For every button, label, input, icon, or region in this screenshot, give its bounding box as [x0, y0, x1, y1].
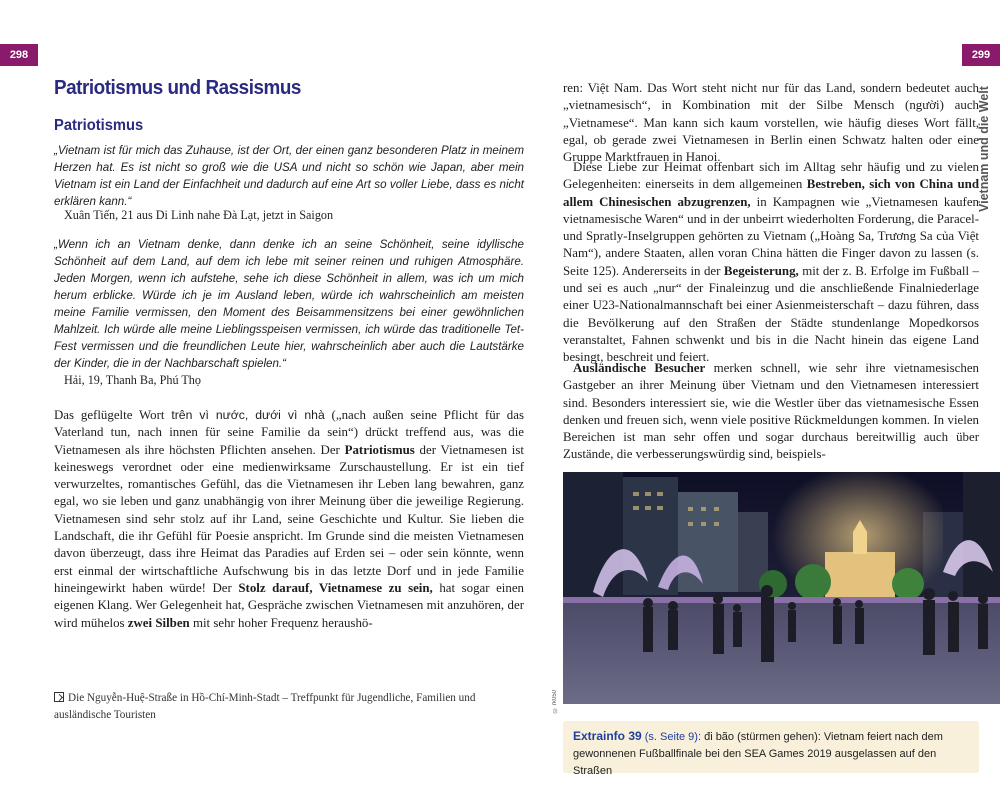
quote-1-attribution: Xuân Tiến, 21 aus Di Linh nahe Đà Lạt, jetzt in Saigon [64, 208, 334, 222]
section-heading: Patriotismus [54, 117, 144, 134]
extrainfo-text: đi bão (stürmen gehen): Vietnam feiert nach dem gewonnenen Fußballfinale bei den SEA Games 2019 ausgelassen auf den Straßen [573, 731, 943, 777]
extrainfo-box [563, 721, 979, 777]
extrainfo-page-ref[interactable]: (s. Seite 9): [644, 731, 702, 743]
photo-caption: Die Nguyễn-Huệ-Straße in Hồ-Chí-Minh-Stadt – Treffpunkt für Jugendliche, Familien und ausländische Touristen [54, 692, 476, 721]
photo-reference-icon [54, 692, 64, 702]
extrainfo-label: Extrainfo 39 [573, 729, 642, 743]
quote-2: „Wenn ich an Vietnam denke, dann denke ich an seine Schönheit, seine idyllische Schönheit auf dem Land, auf dem ich lebe mit seiner reinen und ruhigen Atmosphäre. Jeden Morgen, wenn ich aufstehe, sehe ich diese Schönheit in allem, was ich um mich herum erblicke. Würde ich je im Ausland leben, würde ich wahrscheinlich am meisten meine Familie vermissen, den Moment des Beisammensitzens bei einer gewöhnlichen Mahlzeit. Ich würde alle meine Lieblingsspeisen vermissen, ich würde das traditionelle Tet-Fest vermissen und die freundlichen Leute hier, wahrscheinlich aber auch die Lautstärke der Kinder, die in der Nachbarschaft spielen.“ [54, 238, 524, 370]
photo-credit: © rk050 [552, 690, 558, 713]
quote-1: „Vietnam ist für mich das Zuhause, ist der Ort, der einen ganz besonderen Platz in meinem Herzen hat. Es ist nicht so groß wie die USA und nicht so schön wie Japan, aber mein Vietnam ist ein Land der Einfachheit und dadurch auf eine Art so voller Liebe, dass es nicht erklären kann.“ [54, 144, 524, 208]
section-side-label: Vietnam und die Welt [977, 86, 991, 212]
street-photo [563, 472, 1000, 704]
chapter-heading: Patriotismus und Rassismus [54, 76, 301, 99]
left-body-paragraph: Das geflügelte Wort trên vì nước, dưới vì nhà („nach außen seine Pflicht für das Vaterland tun, nach innen für seine Familie da sein“) drückt treffend aus, was die Vietnamesen als ihre höchsten Pflichten ansehen. Der Patriotismus der Vietnamesen ist keineswegs verordnet oder eine medienwirksame Zurschaustellung. Er ist ein tief verwurzeltes, romantisches Gefühl, das die Vietnamesen ihr Leben lang bewahren, ganz egal, wo sie leben und ganz unabhängig von ihrer Meinung über die jeweilige Regierung. Vietnamesen sind sehr stolz auf ihr Land, seine Geschichte und Kultur. Sie lieben die Landschaft, die ihr Gefühl für Poesie anspricht. Im Grunde sind die meisten Vietnamesen davon überzeugt, dass ihre Heimat das Paradies auf Erden sei – oder sein könnte, wenn erst einmal der wirtschaftliche Aufschwung bis in das letzte Dorf und in jede Familie hineingewirkt haben würde! Der Stolz darauf, Vietnamese zu sein, hat sogar einen eigenen Klang. Wer Gelegenheit hat, Gespräche zwischen Vietnamesen mit anzuhören, der wird mühelos zwei Silben mit sehr hoher Frequenz heraushö- [54, 408, 524, 630]
page-number-left: 298 [0, 44, 38, 66]
right-body-paragraph-3: Ausländische Besucher merken schnell, wie sehr ihre vietnamesischen Gastgeber an ihrer Meinung über Vietnam und den Vietnamesen interessiert sind. Besonders interessiert sie, wie die Westler über das vietnamesische Essen denken und freuen sich, wenn viele positive Rückmeldungen kommen. In vielen Bereichen ist man sehr offen und sogar durchaus bereitwillig auch über Zustände, die verbesserungswürdig sind, beispiels- [563, 361, 979, 462]
quote-2-attribution: Hải, 19, Thanh Ba, Phú Thọ [64, 373, 201, 387]
right-body-paragraph-1: ren: Việt Nam. Das Wort steht nicht nur für das Land, sondern bedeutet auch „vietnamesisch“, in Kombination mit der Silbe Mensch (người) auch „Vietnamese“. Man kann sich kaum vorstellen, wie häufig dieses Wort fällt, egal, ob gerade zwei Vietnamesen in Berlin einen Schwatz halten oder eine Gruppe Marktfrauen in Hanoi. [563, 81, 979, 165]
page-number-right: 299 [962, 44, 1000, 66]
night-street-image [563, 472, 1000, 704]
right-body-paragraph-2: Diese Liebe zur Heimat offenbart sich im Alltag sehr häufig und zu vielen Gelegenheiten: einerseits in dem allgemeinen Bestreben, sich von China und allem Chinesischen abzugrenzen, in Kampagnen wie „Vietnamesen kaufen vietnamesische Waren“ und in der unbeirrt wiederholten Forderung, die Paracel- und Spratly-Inselgruppen gehörten zu Vietnam („Hoàng Sa, Trương Sa của Việt Nam“), andere Staaten, allen voran China hätten die Finger davon zu lassen (s. Seite 125). Andererseits in der Begeisterung, mit der z. B. Erfolge im Fußball – und sei es auch „nur“ der Finaleinzug und die anschließende Finalniederlage einer U23-Nationalmannschaft bei einer Asienmeisterschaft – dazu führen, dass die Bevölkerung auf den Straßen der Städte stundenlange Mopedkorsos veranstaltet, Fahnen schwenkt und bis in die Nacht hinein das eigene Land besingt, beschreit und feiert. [563, 160, 980, 365]
